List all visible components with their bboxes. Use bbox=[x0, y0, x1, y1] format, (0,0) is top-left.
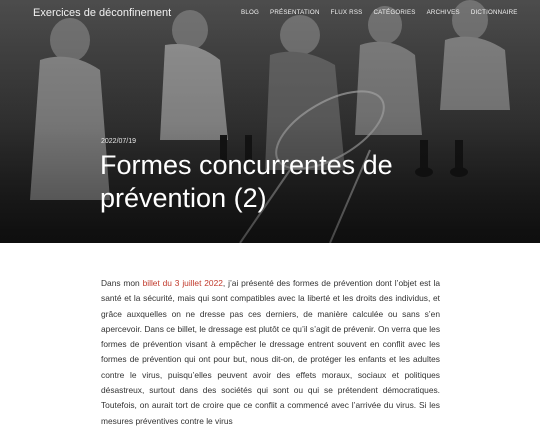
site-title-link[interactable]: Exercices de déconfinement bbox=[33, 7, 172, 19]
post-link[interactable]: billet du 3 juillet 2022 bbox=[142, 278, 223, 288]
menu-item-archives[interactable]: ARCHIVES bbox=[426, 9, 460, 16]
top-navigation bbox=[0, 0, 540, 28]
menu-item-dictionary[interactable]: DICTIONNAIRE bbox=[470, 9, 518, 16]
menu-item-blog[interactable]: BLOG bbox=[241, 9, 259, 16]
menu-item-categories[interactable]: CATÉGORIES bbox=[373, 9, 416, 16]
body-text: , j’ai présenté des formes de prévention dont l’objet est la santé et la sécurité, mais qui sont compatibles avec la liberté et les droits des individus, et grâce auxquelles on ne dresse pas ces derniers, de manière calculée ou sans s’en apercevoir. Dans ce billet, le dressage est plutôt ce qu’il s’agit de prévenir. On verra que les formes de prévention visant à empêcher le dressage entrent souvent en conflit avec les formes de prévention qui ont pour but, nous dit-on, de protéger les enfants et les adultes contre le virus, puisqu’elles peuvent avoir des effets moraux, sociaux et politiques désastreux, surtout dans des sociétés qui sont ou qui se prétendent démocratiques. Toutefois, on aurait tort de croire que ce conflit a commencé avec l’arrivée du virus. Si les mesures préventives contre le virus bbox=[101, 278, 441, 426]
menu-item-rss[interactable]: FLUX RSS bbox=[330, 9, 363, 16]
post-title: Formes concurrentes de prévention (2) bbox=[100, 150, 393, 213]
body-text-intro: Dans mon bbox=[101, 278, 143, 288]
main-menu bbox=[241, 9, 529, 16]
post-date: 2022/07/19 bbox=[101, 138, 137, 145]
post-body bbox=[101, 276, 440, 429]
menu-item-presentation[interactable]: PRÉSENTATION bbox=[270, 9, 320, 16]
